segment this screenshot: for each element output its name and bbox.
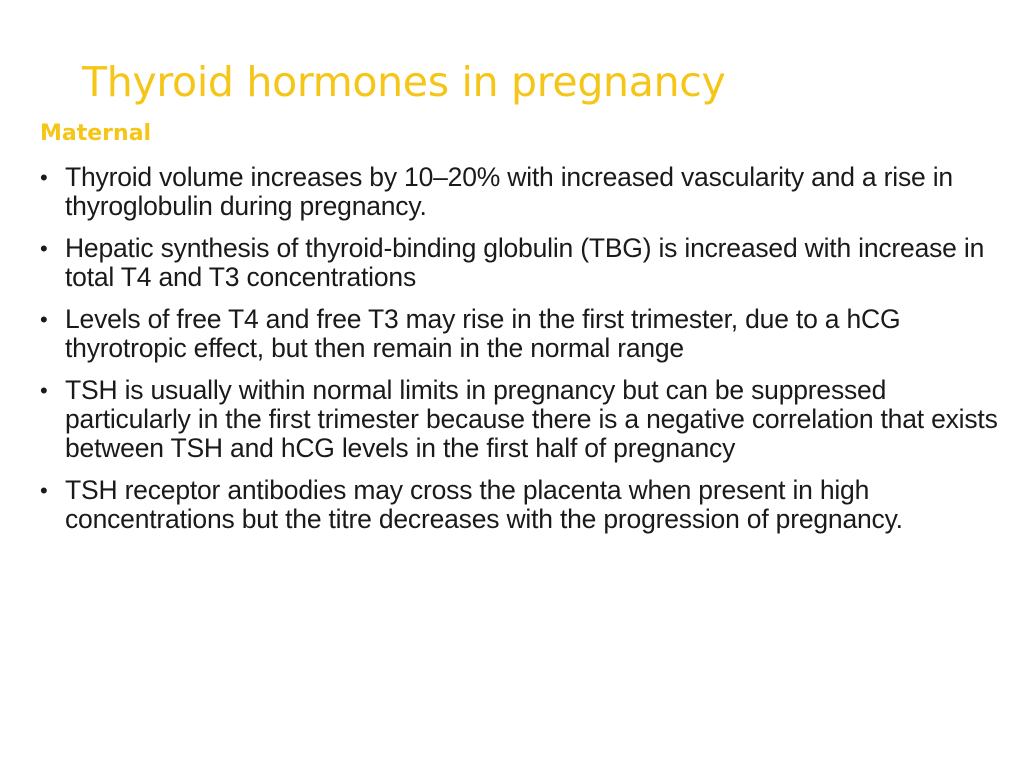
bullet-text: TSH receptor antibodies may cross the placenta when present in high concentrations but the titre decreases with the progression of pregnancy. xyxy=(65,475,903,534)
bullet-list xyxy=(40,163,1000,547)
bullet-item xyxy=(40,476,1000,534)
bullet-text: TSH is usually within normal limits in pregnancy but can be suppressed particularly in the first trimester because there is a negative correlation that exists between TSH and hCG levels in the first half of pregnancy xyxy=(65,375,998,463)
bullet-icon: • xyxy=(40,165,48,190)
bullet-text: Levels of free T4 and free T3 may rise in the first trimester, due to a hCG thyrotropic effect, but then remain in the normal range xyxy=(65,304,901,363)
bullet-item xyxy=(40,376,1000,463)
bullet-icon: • xyxy=(40,378,48,403)
slide-title: Thyroid hormones in pregnancy xyxy=(82,58,726,106)
bullet-icon: • xyxy=(40,236,48,261)
bullet-item xyxy=(40,163,1000,221)
bullet-item xyxy=(40,234,1000,292)
bullet-text: Thyroid volume increases by 10–20% with increased vascularity and a rise in thyroglobulin during pregnancy. xyxy=(65,162,953,221)
section-heading: Maternal xyxy=(40,121,152,146)
bullet-text: Hepatic synthesis of thyroid-binding globulin (TBG) is increased with increase in total T4 and T3 concentrations xyxy=(65,233,985,292)
bullet-item xyxy=(40,305,1000,363)
bullet-icon: • xyxy=(40,307,48,332)
bullet-icon: • xyxy=(40,478,48,503)
